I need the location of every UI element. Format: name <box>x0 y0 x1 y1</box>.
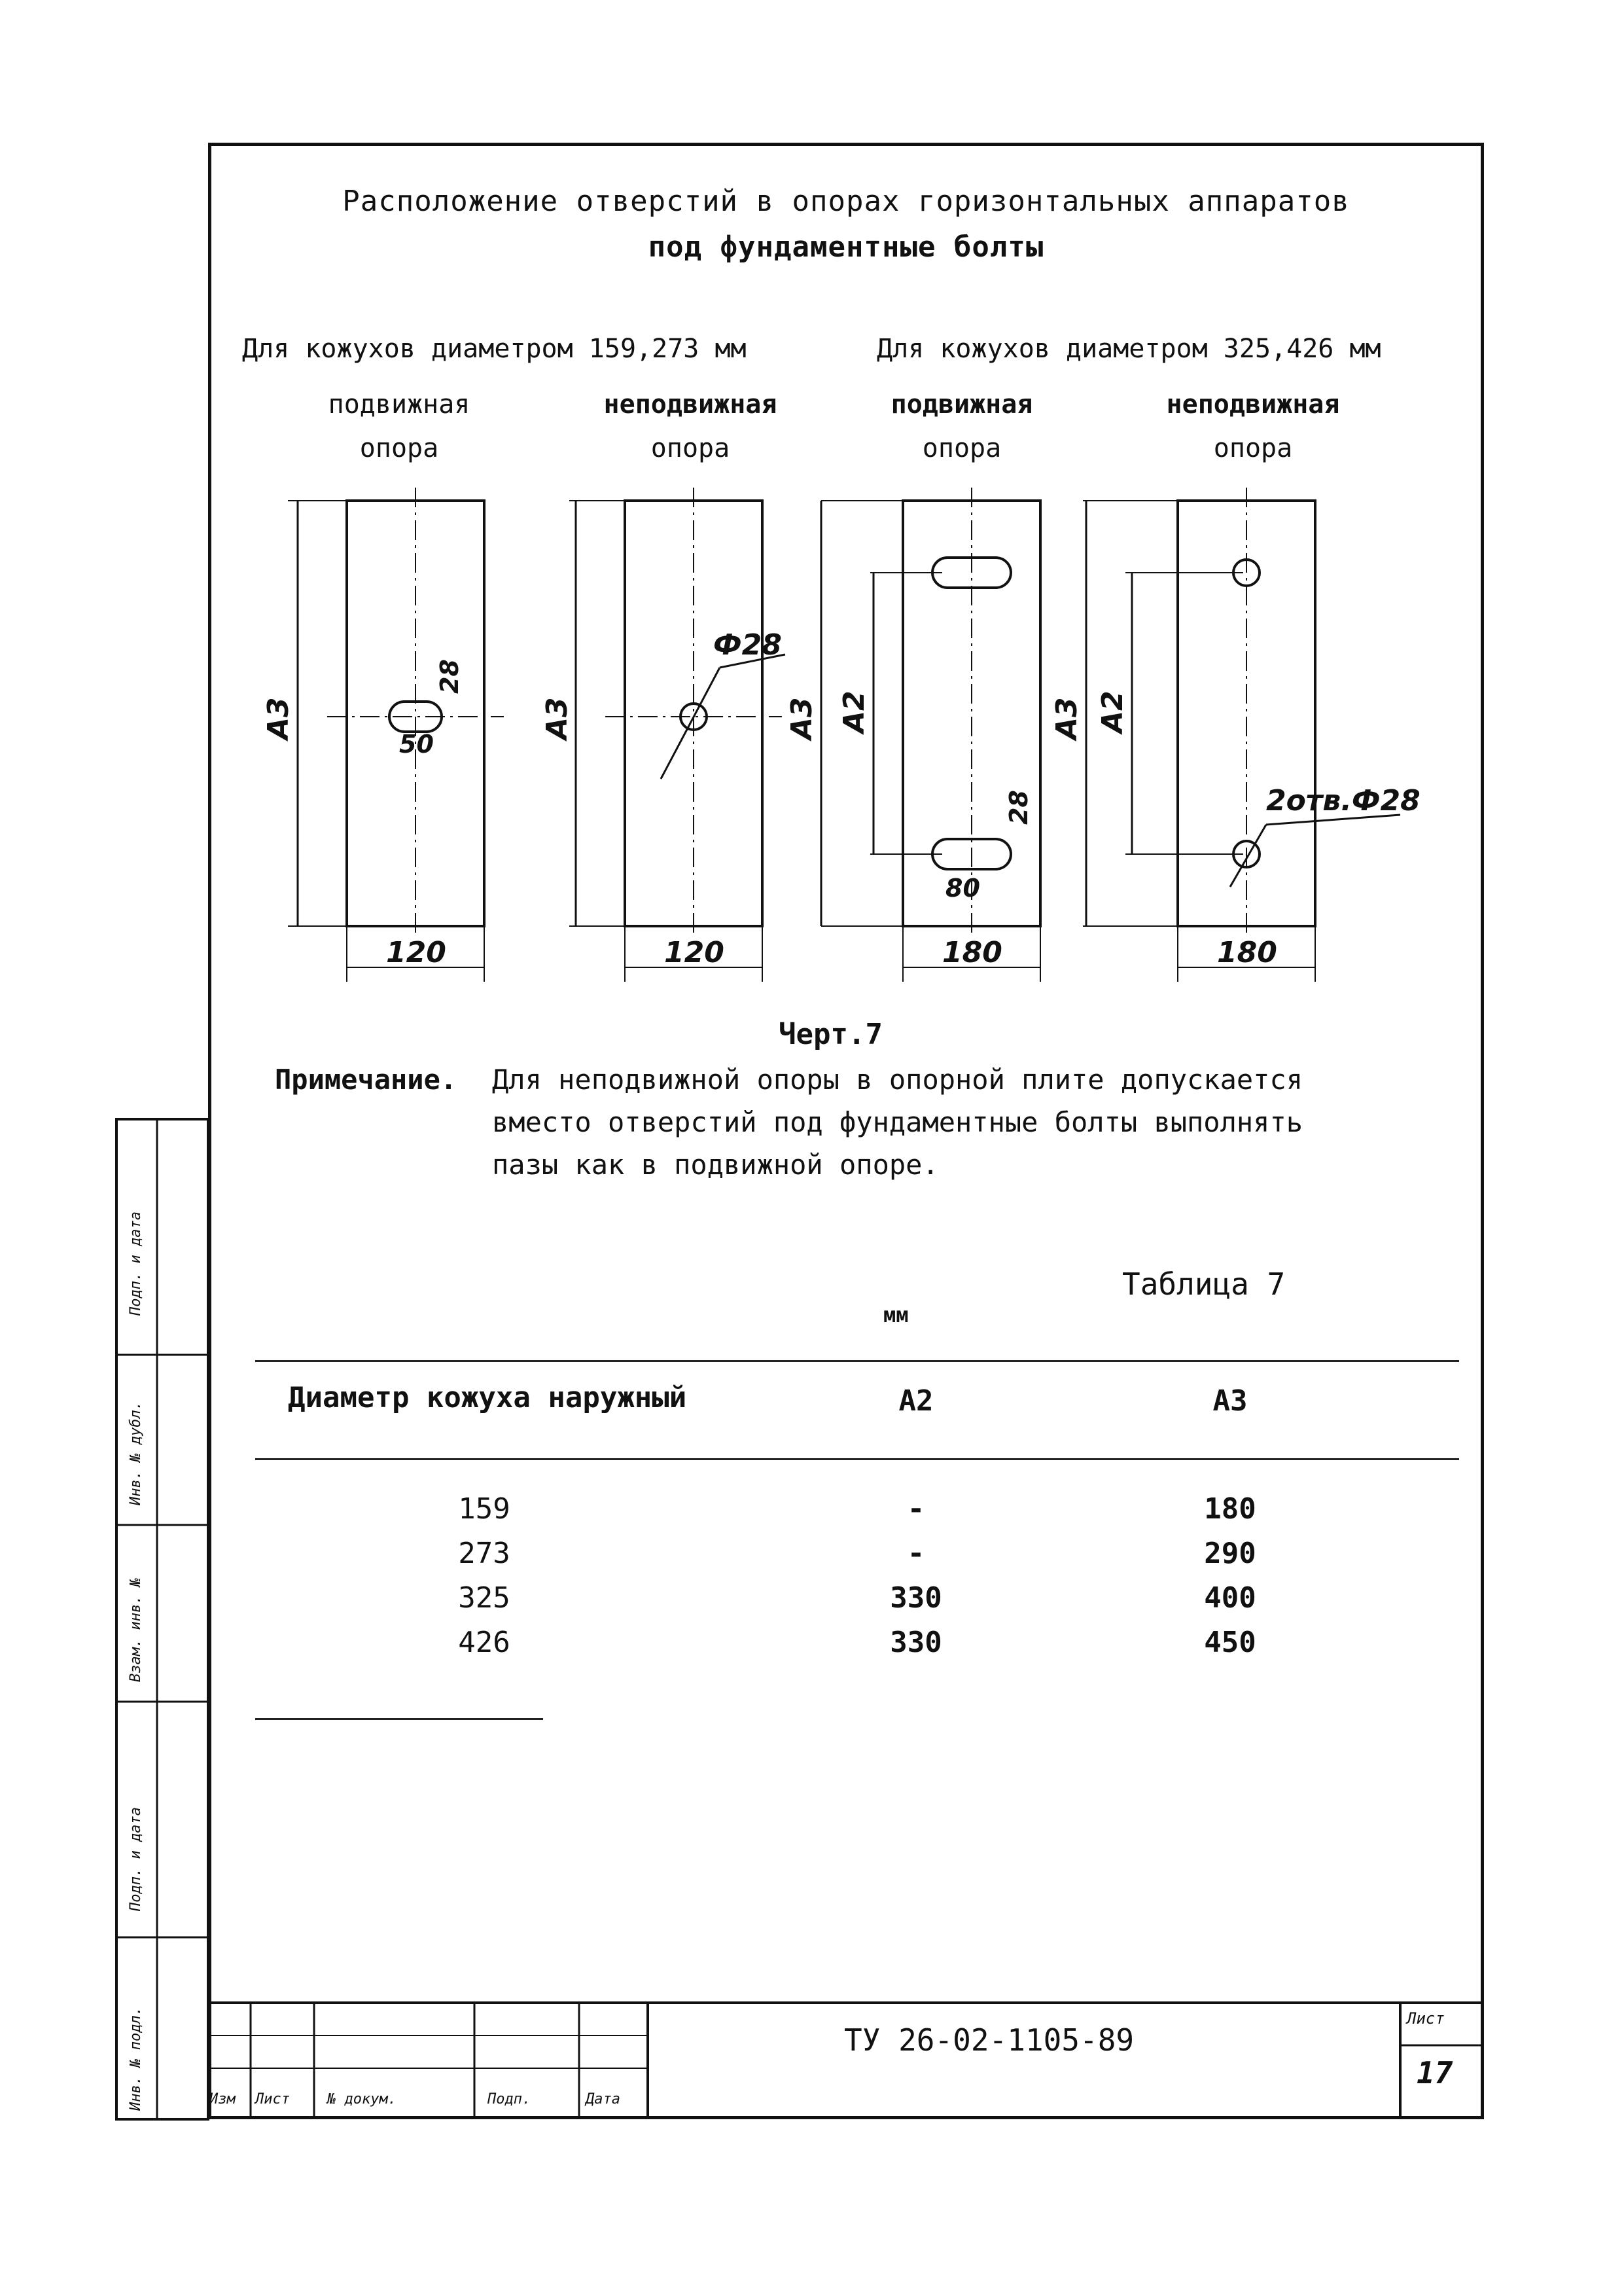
table-header-diameter: Диаметр кожуха наружный <box>288 1381 687 1414</box>
support-4-line2: опора <box>1213 433 1293 463</box>
dim-50-1: 50 <box>399 730 434 759</box>
col-sign: Подп. <box>487 2091 531 2107</box>
dim-28-1: 28 <box>435 659 464 694</box>
support-3-line1: подвижная <box>891 389 1033 420</box>
col-docnum: № докум. <box>327 2091 397 2107</box>
cell-a3: 180 <box>1204 1492 1256 1526</box>
table-caption: Таблица 7 <box>1122 1266 1286 1302</box>
side-stamp-2: Инв. № дубл. <box>128 1401 144 1505</box>
cell-a3: 290 <box>1204 1537 1256 1570</box>
support-3-line2: опора <box>922 433 1002 463</box>
table-unit: мм <box>883 1302 909 1327</box>
figure-caption: Черт.7 <box>779 1018 883 1051</box>
dim-a3-3: A3 <box>785 697 819 740</box>
note-prefix: Примечание. <box>275 1064 457 1096</box>
support-2-line1: неподвижная <box>603 389 777 420</box>
sheet-label: Лист <box>1407 2009 1445 2028</box>
cell-a2: 330 <box>890 1581 942 1615</box>
note-line3: пазы как в подвижной опоре. <box>492 1149 939 1181</box>
col-sheet: Лист <box>255 2091 290 2107</box>
cell-a2: - <box>907 1537 925 1570</box>
col-date: Дата <box>586 2091 620 2107</box>
width-3: 180 <box>942 936 1002 969</box>
cell-a2: - <box>907 1492 925 1526</box>
cell-diameter: 426 <box>458 1626 510 1659</box>
dim-28-3: 28 <box>1004 790 1033 825</box>
table-header-a3: A3 <box>1212 1384 1248 1418</box>
phi28-2: Ф28 <box>713 628 782 662</box>
dim-a2-4: A2 <box>1096 690 1129 733</box>
cell-diameter: 273 <box>458 1537 510 1570</box>
holes-4: 2отв.Ф28 <box>1266 784 1421 817</box>
dim-80-3: 80 <box>945 874 980 903</box>
side-stamp-3: Взам. инв. № <box>128 1578 144 1682</box>
cell-diameter: 325 <box>458 1581 510 1615</box>
table-header-a2: A2 <box>898 1384 934 1418</box>
cell-a3: 400 <box>1204 1581 1256 1615</box>
group-left-label: Для кожухов диаметром 159,273 мм <box>242 334 747 364</box>
col-change: Изм <box>209 2091 236 2107</box>
side-stamp-5: Инв. № подл. <box>128 2007 144 2111</box>
cell-a2: 330 <box>890 1626 942 1659</box>
width-4: 180 <box>1217 936 1277 969</box>
note-line2: вместо отверстий под фундаментные болты выполнять <box>492 1106 1303 1138</box>
dim-a3-4: A3 <box>1050 697 1084 740</box>
heading-line1: Расположение отверстий в опорах горизонтальных аппаратов <box>342 185 1350 218</box>
note-line1: Для неподвижной опоры в опорной плите допускается <box>492 1064 1303 1096</box>
support-1-line1: подвижная <box>328 389 470 420</box>
dim-a2-3: A2 <box>838 690 871 733</box>
side-stamp-4: Подп. и дата <box>128 1807 144 1911</box>
width-1: 120 <box>386 936 446 969</box>
side-stamp-1: Подп. и дата <box>128 1211 144 1316</box>
group-right-label: Для кожухов диаметром 325,426 мм <box>877 334 1381 364</box>
cell-a3: 450 <box>1204 1626 1256 1659</box>
support-2-line2: опора <box>650 433 730 463</box>
heading-line2: под фундаментные болты <box>648 230 1044 264</box>
sheet-number: 17 <box>1417 2055 1453 2090</box>
support-1-line2: опора <box>359 433 439 463</box>
cell-diameter: 159 <box>458 1492 510 1526</box>
doc-code: ТУ 26-02-1105-89 <box>844 2022 1135 2058</box>
width-2: 120 <box>664 936 724 969</box>
dim-a3-2: A3 <box>540 697 574 740</box>
support-4-line1: неподвижная <box>1166 389 1340 420</box>
dim-a3-1: A3 <box>262 697 295 740</box>
